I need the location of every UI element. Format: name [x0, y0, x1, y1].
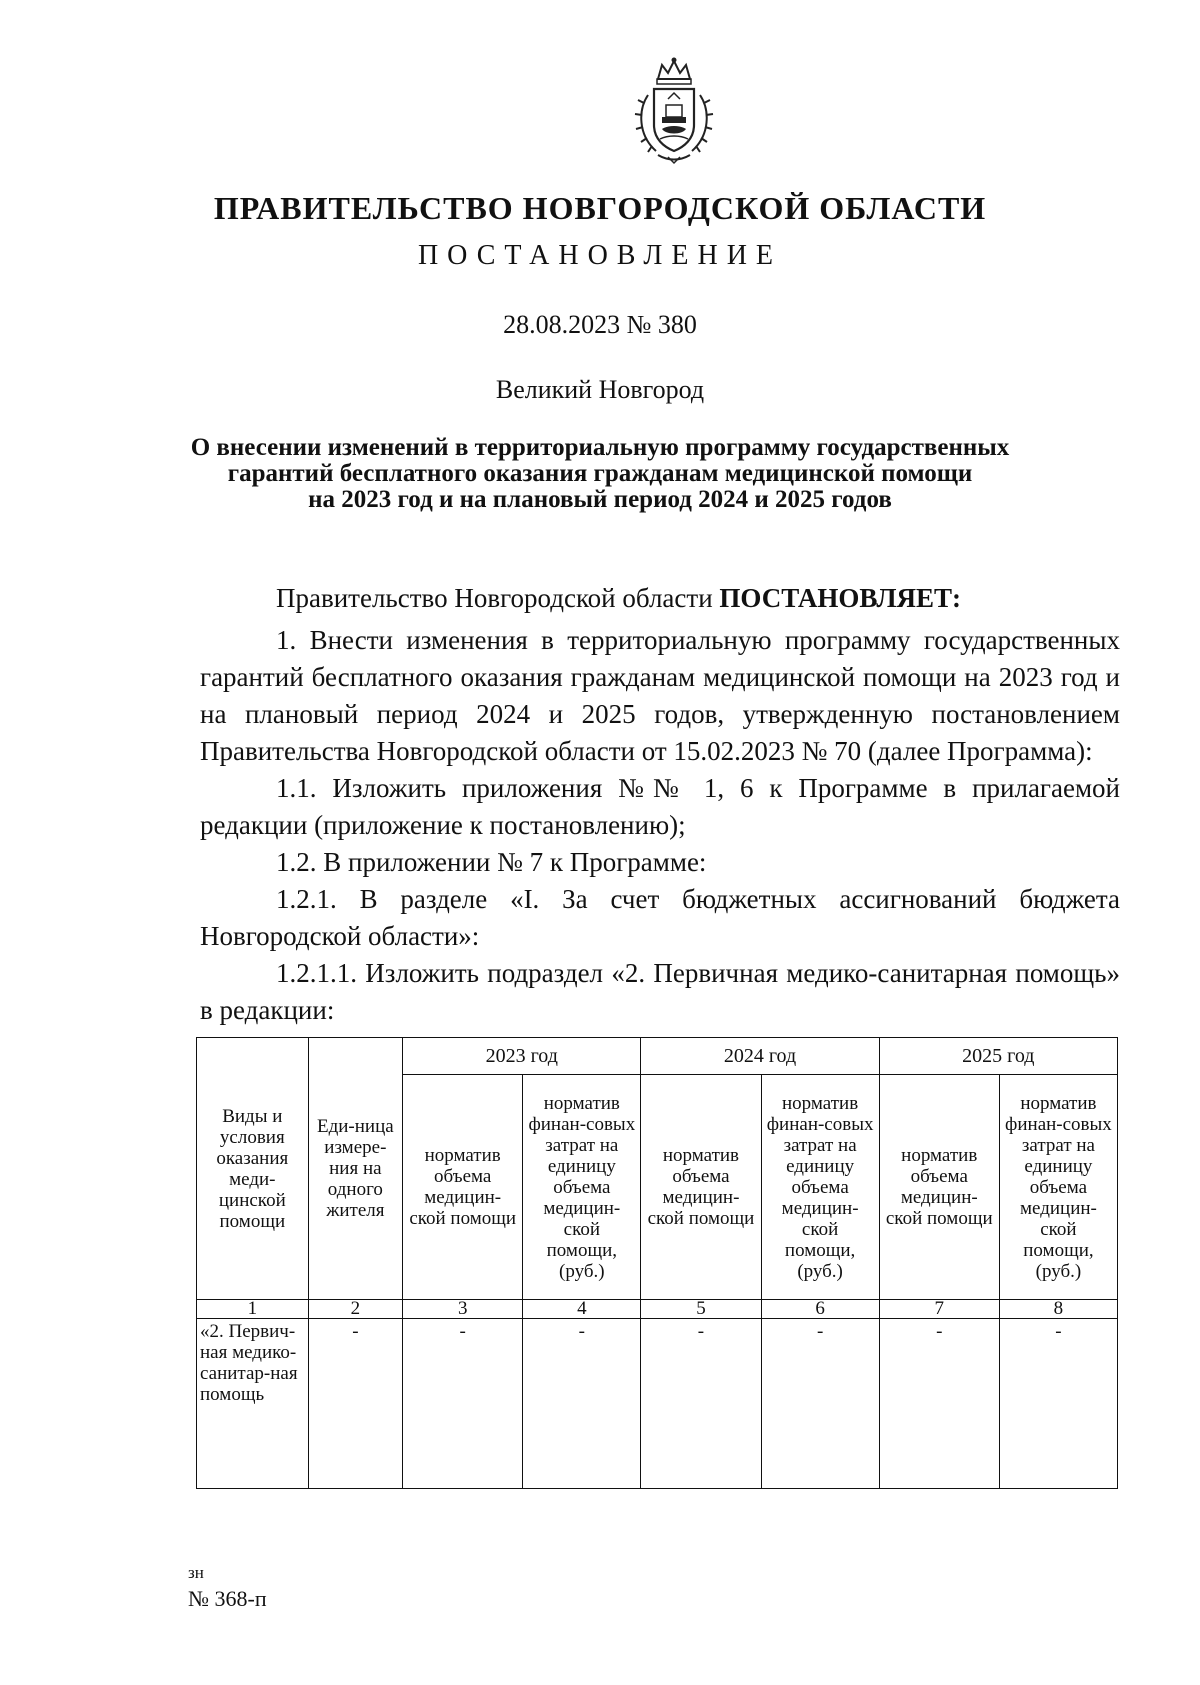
paragraph-1-2: 1.2. В приложении № 7 к Программе: [276, 847, 707, 877]
row-value: - [523, 1319, 641, 1489]
header-cost-norm: норматив финан-совых затрат на единицу объема медицин-ской помощи, (руб.) [761, 1075, 879, 1300]
document-type: ПОСТАНОВЛЕНИЕ [417, 240, 783, 271]
row-value: - [999, 1319, 1117, 1489]
header-year-2023: 2023 год [403, 1038, 641, 1075]
executor-initials: зн [188, 1563, 204, 1582]
footer [188, 1560, 267, 1612]
table-column-numbers-row [197, 1300, 1118, 1319]
column-number: 8 [999, 1300, 1117, 1319]
row-value: - [403, 1319, 523, 1489]
header-volume-norm: норматив объема медицин-ской помощи [879, 1075, 999, 1300]
resolution-body [200, 622, 1120, 1029]
date-and-number: 28.08.2023 № 380 [503, 310, 697, 339]
column-number: 5 [641, 1300, 761, 1319]
table-row [197, 1319, 1118, 1489]
column-number: 4 [523, 1300, 641, 1319]
header-year-2024: 2024 год [641, 1038, 879, 1075]
intro-paragraph [200, 580, 1120, 617]
title-line: гарантий бесплатного оказания гражданам медицинской помощи [227, 460, 973, 487]
paragraph-1-1: 1.1. Изложить приложения №№ 1, 6 к Программе в прилагаемой редакции (приложение к постановлению); [200, 773, 1120, 840]
draft-number: № 368-п [188, 1586, 267, 1611]
row-value: - [308, 1319, 402, 1489]
column-number: 1 [197, 1300, 309, 1319]
paragraph-1-2-1: 1.2.1. В разделе «I. За счет бюджетных ассигнований бюджета Новгородской области»: [200, 884, 1120, 951]
column-number: 3 [403, 1300, 523, 1319]
government-name: ПРАВИТЕЛЬСТВО НОВГОРОДСКОЙ ОБЛАСТИ [213, 190, 987, 226]
header-cost-norm: норматив финан-совых затрат на единицу объема медицин-ской помощи, (руб.) [999, 1075, 1117, 1300]
paragraph-1: 1. Внести изменения в территориальную программу государственных гарантий бесплатного оказания гражданам медицинской помощи на 2023 год и на плановый период 2024 и 2025 годов, утвержденную постановлением Правительства Новгородской области от 15.02.2023 № 70 (далее Программа): [200, 625, 1120, 766]
title-line: на 2023 год и на плановый период 2024 и 2025 годов [308, 486, 892, 513]
header-year-2025: 2025 год [879, 1038, 1117, 1075]
column-number: 2 [308, 1300, 402, 1319]
intro-text: Правительство Новгородской области [276, 583, 713, 613]
header-unit: Еди-ница измере-ния на одного жителя [308, 1038, 402, 1300]
header-cost-norm: норматив финан-совых затрат на единицу объема медицин-ской помощи, (руб.) [523, 1075, 641, 1300]
row-label: «2. Первич-ная медико-санитар-ная помощь [197, 1319, 309, 1489]
column-number: 6 [761, 1300, 879, 1319]
city: Великий Новгород [495, 375, 705, 404]
column-number: 7 [879, 1300, 999, 1319]
intro-resolves: ПОСТАНОВЛЯЕТ: [719, 583, 961, 613]
paragraph-1-2-1-1: 1.2.1.1. Изложить подраздел «2. Первичная медико-санитарная помощь» в редакции: [200, 958, 1120, 1025]
header-volume-norm: норматив объема медицин-ской помощи [641, 1075, 761, 1300]
row-value: - [879, 1319, 999, 1489]
row-value: - [761, 1319, 879, 1489]
norms-table [196, 1037, 1118, 1489]
coat-of-arms-emblem [628, 55, 720, 165]
table-header-row-years [197, 1038, 1118, 1075]
document-title [0, 435, 1200, 513]
row-value: - [641, 1319, 761, 1489]
title-line: О внесении изменений в территориальную программу государственных [190, 434, 1010, 461]
header-care-types: Виды и условия оказания меди-цинской помощи [197, 1038, 309, 1300]
header-volume-norm: норматив объема медицин-ской помощи [403, 1075, 523, 1300]
